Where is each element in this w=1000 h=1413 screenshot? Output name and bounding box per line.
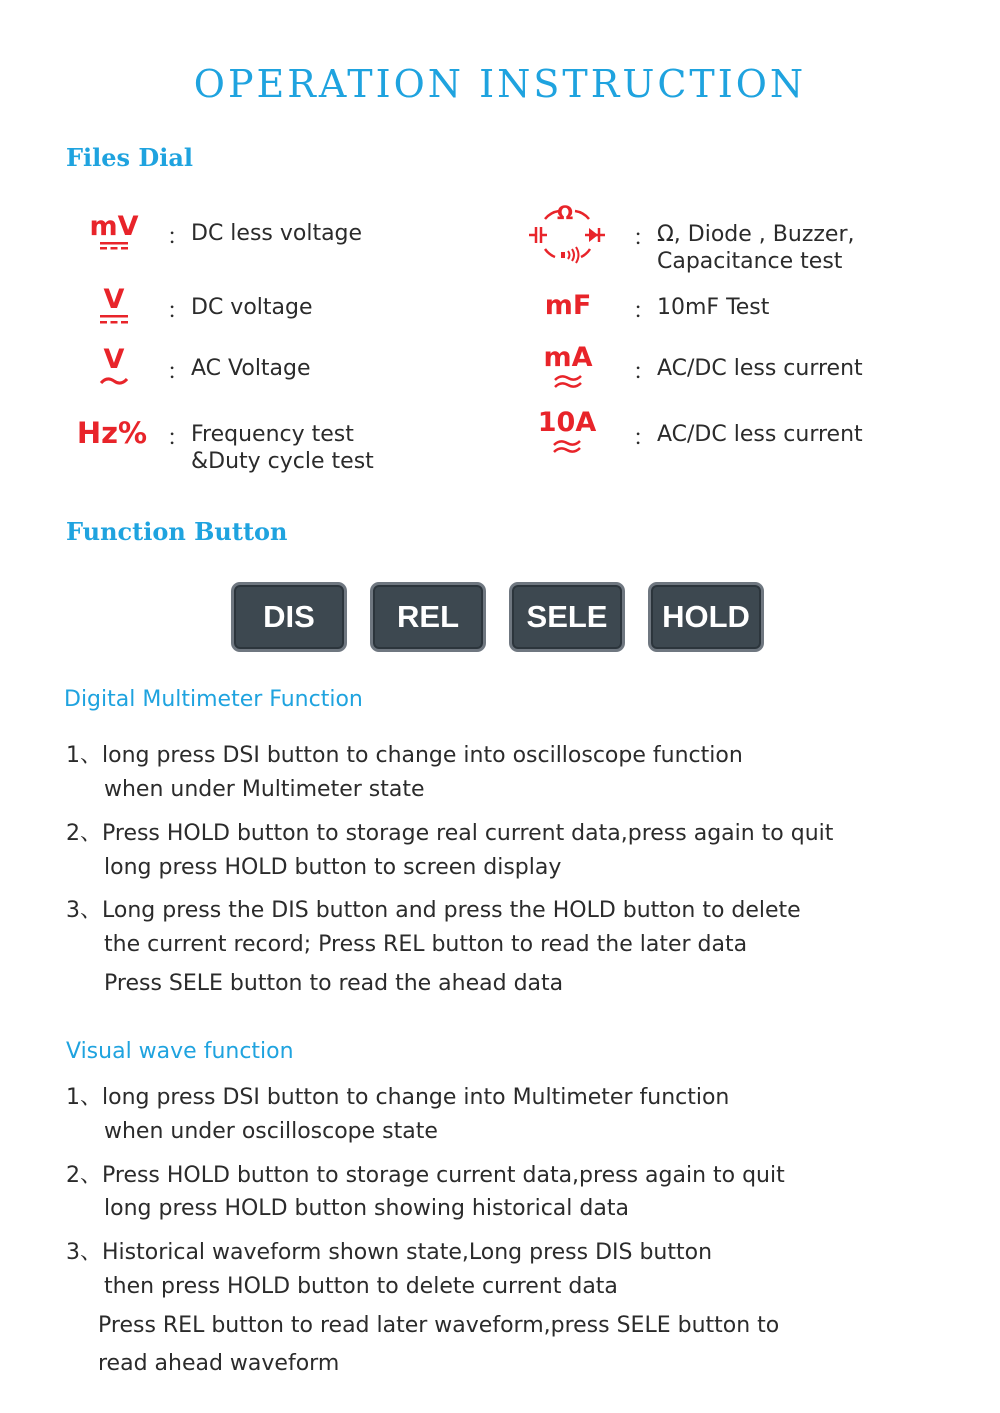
millifarad-icon: mF	[544, 290, 592, 321]
ten-amp-icon: 10A	[532, 409, 602, 454]
function-button-heading: Function Button	[66, 517, 288, 546]
vw-line: 2、Press HOLD button to storage current data,press again to quit	[66, 1163, 785, 1188]
vw-line: then press HOLD button to delete current data	[104, 1274, 618, 1299]
dial-desc-mv: DC less voltage	[191, 221, 363, 246]
dm-line: 1、long press DSI button to change into oscilloscope function	[66, 743, 743, 768]
sele-button[interactable]: SELE	[509, 582, 625, 652]
dm-line: the current record; Press REL button to read the later data	[104, 932, 748, 957]
dial-desc-ohm: Ω, Diode , Buzzer, Capacitance test	[657, 222, 855, 274]
digital-multimeter-heading: Digital Multimeter Function	[64, 687, 363, 712]
millivolt-dc-icon: mV	[86, 213, 142, 250]
rel-button[interactable]: REL	[370, 582, 486, 652]
dm-line: when under Multimeter state	[104, 777, 425, 802]
dm-line: 3、Long press the DIS button and press the HOLD button to delete	[66, 898, 801, 923]
dial-desc-v-dc: DC voltage	[191, 295, 313, 320]
dial-desc-mf: 10mF Test	[657, 295, 770, 320]
dial-desc-hz: Frequency test &Duty cycle test	[191, 422, 374, 474]
function-button-group	[231, 582, 771, 654]
volt-dc-icon: V	[92, 286, 136, 324]
dial-desc-v-ac: AC Voltage	[191, 356, 311, 381]
files-dial-heading: Files Dial	[66, 143, 194, 172]
vw-line: Press REL button to read later waveform,press SELE button to	[98, 1313, 780, 1338]
vw-line: when under oscilloscope state	[104, 1119, 438, 1144]
dis-button[interactable]: DIS	[231, 582, 347, 652]
dm-line: Press SELE button to read the ahead data	[104, 971, 564, 996]
hold-button[interactable]: HOLD	[648, 582, 764, 652]
vw-line: long press HOLD button showing historical data	[104, 1196, 629, 1221]
volt-ac-icon: V	[92, 346, 136, 387]
ohm-diode-buzzer-capacitance-icon: Ω	[527, 202, 607, 266]
page-title: OPERATION INSTRUCTION	[193, 62, 807, 106]
vw-line: 1、long press DSI button to change into Multimeter function	[66, 1085, 730, 1110]
dial-desc-ma: AC/DC less current	[657, 356, 863, 381]
dm-line: long press HOLD button to screen display	[104, 855, 562, 880]
visual-wave-heading: Visual wave function	[66, 1039, 294, 1064]
dial-desc-10a: AC/DC less current	[657, 422, 863, 447]
vw-line: 3、Historical waveform shown state,Long press DIS button	[66, 1240, 713, 1265]
vw-line: read ahead waveform	[98, 1351, 340, 1376]
hz-percent-icon: Hz%	[76, 416, 148, 450]
milliamp-icon: mA	[538, 344, 598, 389]
dm-line: 2、Press HOLD button to storage real current data,press again to quit	[66, 821, 834, 846]
